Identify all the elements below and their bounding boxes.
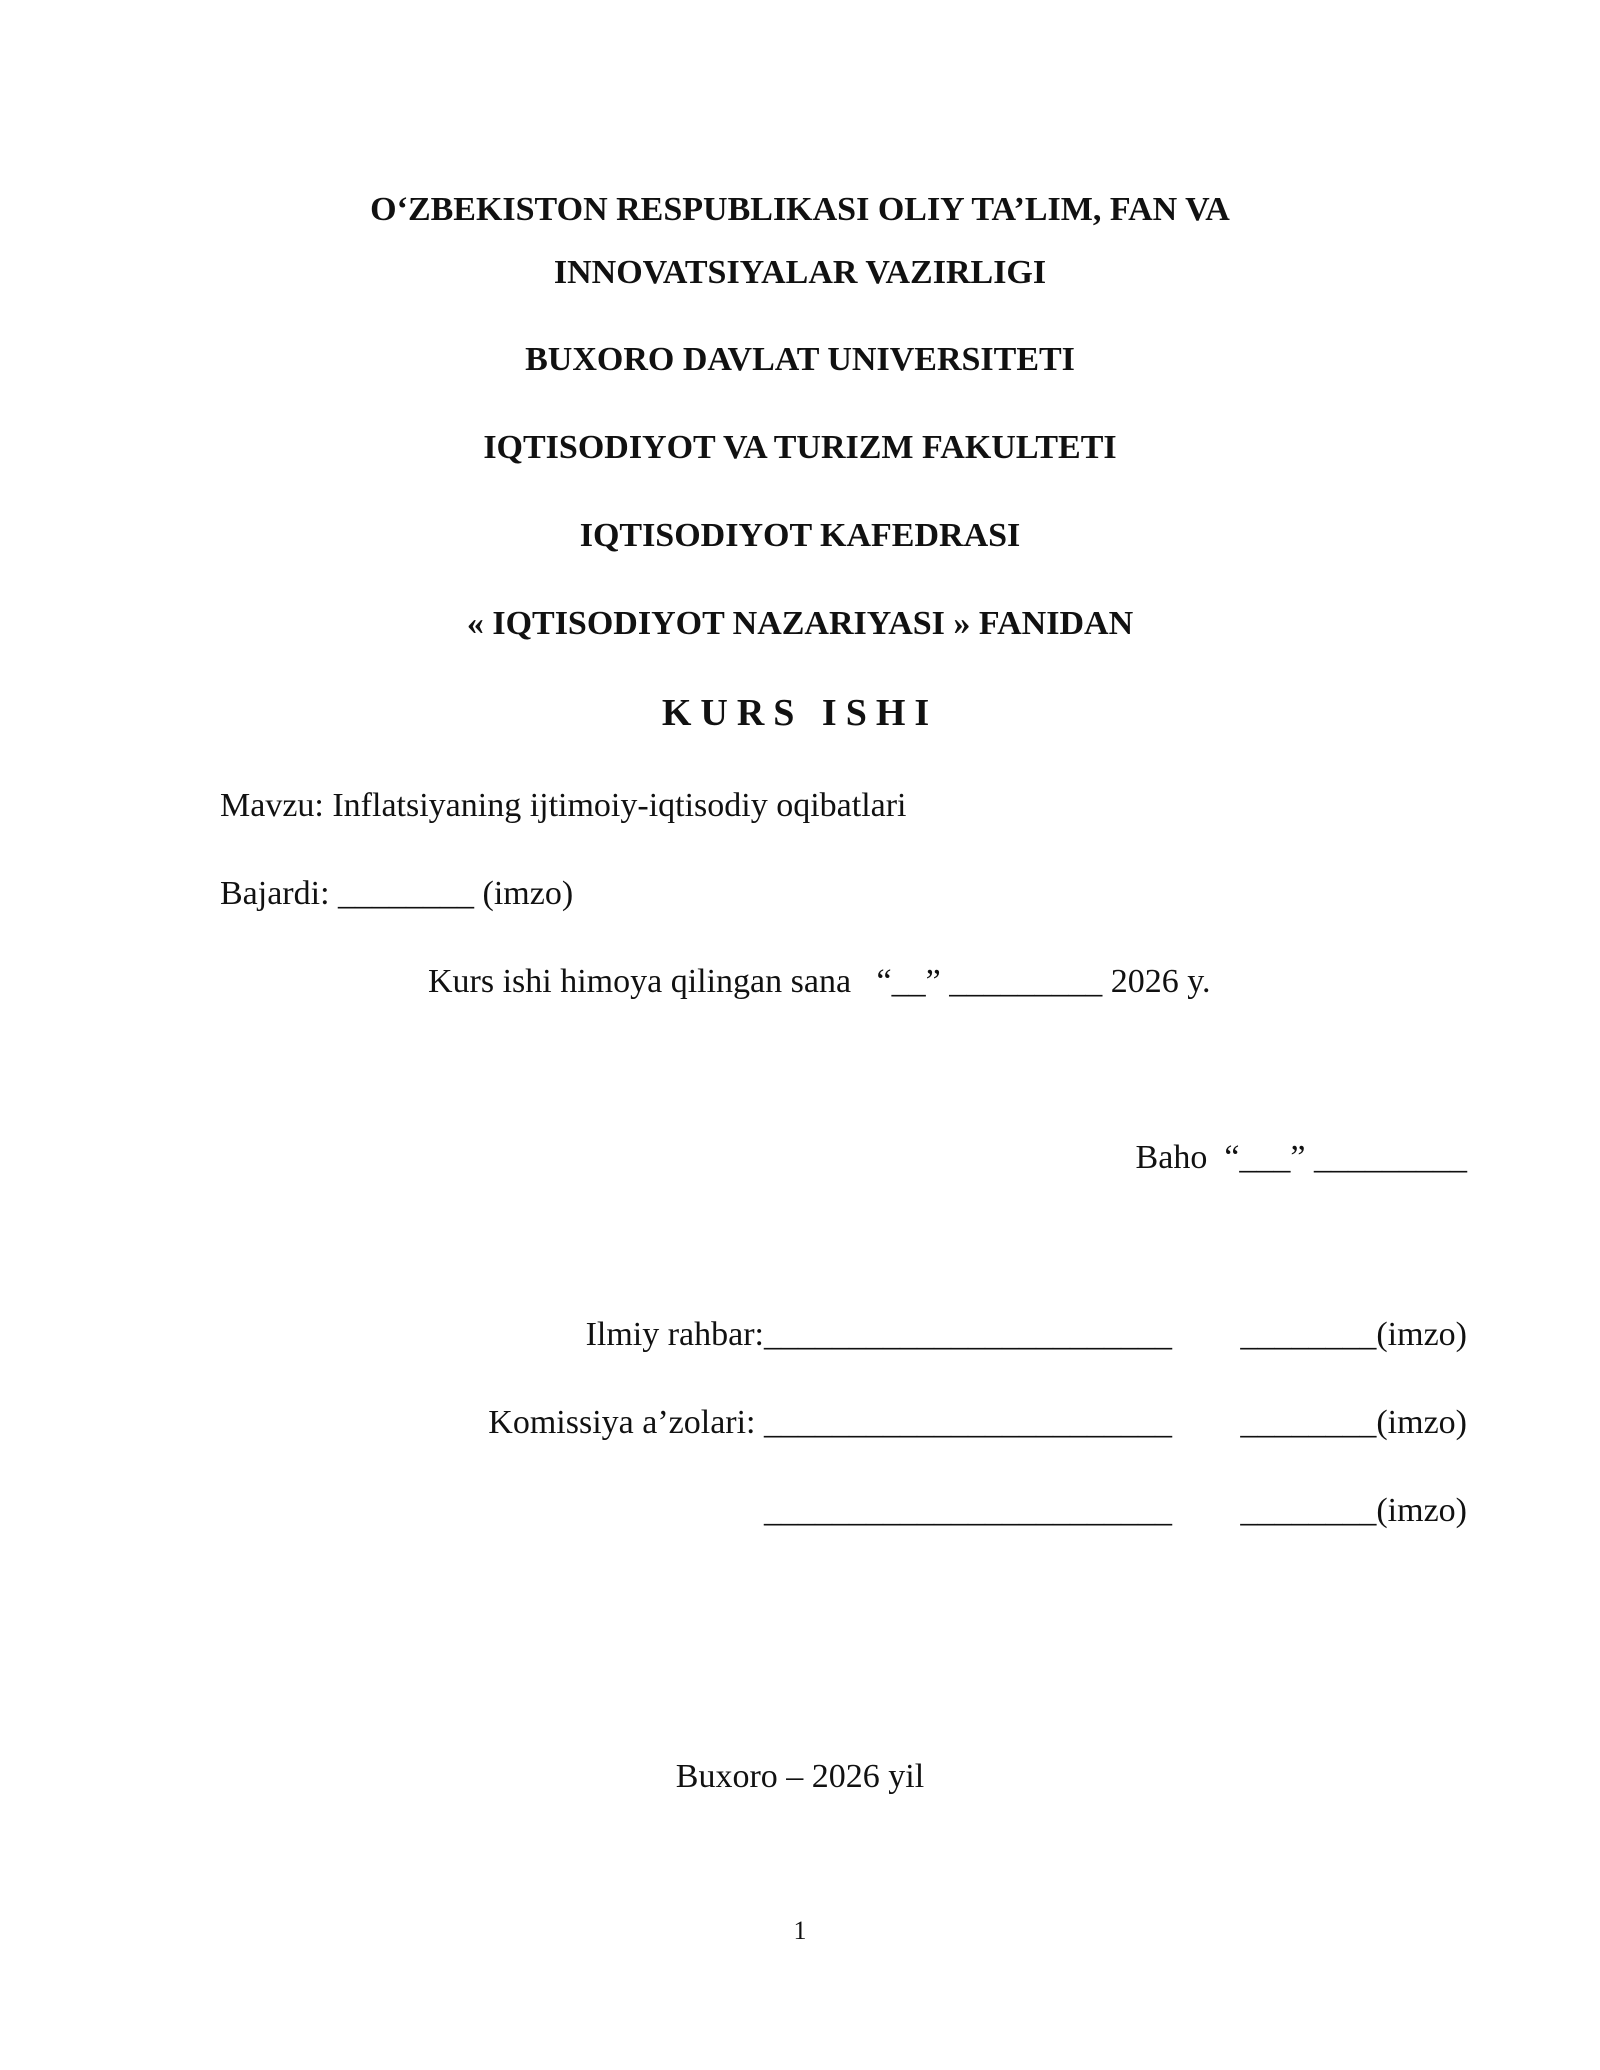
supervisor-signature: ________(imzo) bbox=[1240, 1316, 1467, 1353]
commission-member-2-signature: ________(imzo) bbox=[1240, 1492, 1467, 1529]
subject-name: « IQTISODIYOT NAZARIYASI » FANIDAN bbox=[466, 605, 1134, 642]
topic-line: Mavzu: Inflatsiyaning ijtimoiy-iqtisodiy oqibatlari bbox=[220, 787, 907, 824]
grade-line: Baho “___” _________ bbox=[1135, 1139, 1467, 1176]
faculty-name: IQTISODIYOT VA TURIZM FAKULTETI bbox=[483, 429, 1117, 466]
performer-line: Bajardi: ________ (imzo) bbox=[220, 875, 574, 912]
document-title: KURS ISHI bbox=[661, 692, 939, 734]
defense-date-line: Kurs ishi himoya qilingan sana “__” _________ 2026 y. bbox=[428, 963, 1211, 1000]
ministry-line-2: INNOVATSIYALAR VAZIRLIGI bbox=[553, 254, 1047, 291]
ministry-line-1: O‘ZBEKISTON RESPUBLIKASI OLIY TA’LIM, FAN VA bbox=[370, 191, 1230, 228]
commission-label: Komissiya a’zolari: ________________________ bbox=[488, 1404, 1172, 1441]
supervisor-label: Ilmiy rahbar:________________________ bbox=[585, 1316, 1172, 1353]
commission-member-2-line: ________________________ bbox=[764, 1492, 1172, 1529]
university-name: BUXORO DAVLAT UNIVERSITETI bbox=[525, 341, 1075, 378]
department-name: IQTISODIYOT KAFEDRASI bbox=[579, 517, 1021, 554]
page-number: 1 bbox=[793, 1916, 807, 1945]
place-year: Buxoro – 2026 yil bbox=[675, 1758, 925, 1795]
commission-signature: ________(imzo) bbox=[1240, 1404, 1467, 1441]
